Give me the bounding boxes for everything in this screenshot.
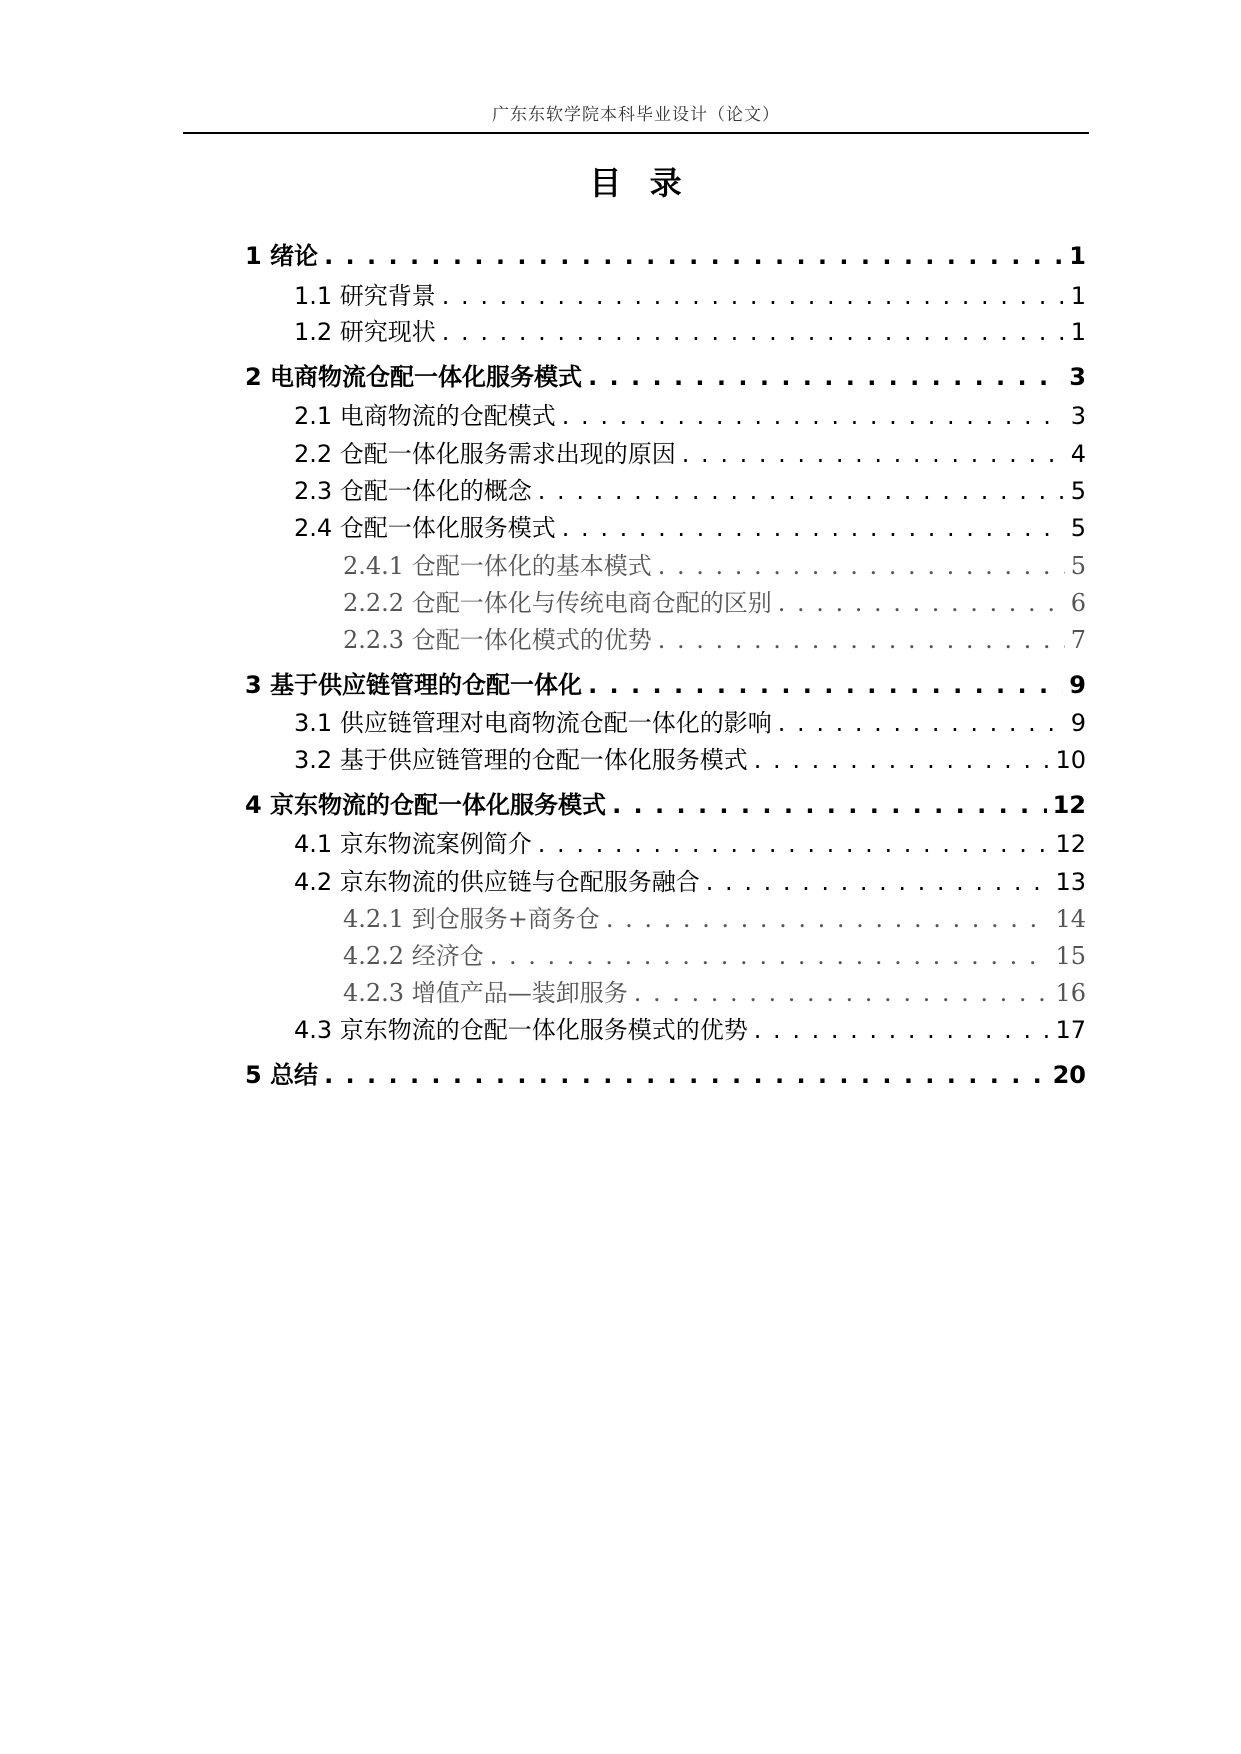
toc-entry-label: 4 京东物流的仓配一体化服务模式 [245,791,607,819]
toc-entry-label: 3 基于供应链管理的仓配一体化 [245,671,583,699]
toc-entry-page: 16 [1055,979,1086,1007]
toc-entry-page: 14 [1055,905,1086,933]
toc-entry-page: 5 [1070,552,1086,580]
toc-entry-label: 3.2 基于供应链管理的仓配一体化服务模式 [294,746,748,774]
toc-entry-label: 3.1 供应链管理对电商物流仓配一体化的影响 [294,709,772,737]
dot-leader [588,360,1063,394]
dot-leader [538,474,1065,508]
toc-entry[interactable] [245,239,1086,273]
toc-entry-page: 12 [1052,791,1086,819]
toc-entry-label: 4.2.2 经济仓 [343,942,484,970]
toc-entry-page: 4 [1070,440,1086,468]
dot-leader [682,437,1065,471]
toc-entry-label: 2.3 仓配一体化的概念 [294,477,532,505]
dot-leader [562,399,1065,433]
dot-leader [754,743,1050,777]
toc-entry[interactable] [245,668,1086,702]
dot-leader [706,865,1050,899]
toc-entry-label: 4.3 京东物流的仓配一体化服务模式的优势 [294,1016,748,1044]
dot-leader [658,549,1065,583]
toc-entry[interactable] [294,743,1086,777]
dot-leader [324,239,1063,273]
toc-entry-page: 17 [1055,1016,1086,1044]
toc-entry[interactable] [245,360,1086,394]
dot-leader [606,902,1050,936]
toc-entry-page: 12 [1055,830,1086,858]
toc-entry-label: 2.4 仓配一体化服务模式 [294,514,556,542]
dot-leader [588,668,1063,702]
toc-entry[interactable] [245,788,1086,822]
toc-entry-page: 5 [1070,514,1086,542]
toc-entry-label: 4.1 京东物流案例简介 [294,830,532,858]
dot-leader [612,788,1047,822]
toc-entry-page: 1 [1070,282,1086,310]
header-rule [183,132,1089,134]
toc-entry[interactable] [294,315,1086,349]
dot-leader [778,706,1065,740]
toc-entry-label: 4.2.1 到仓服务+商务仓 [343,905,600,933]
toc-entry-page: 3 [1070,402,1086,430]
toc-entry[interactable] [245,1058,1086,1092]
toc-entry[interactable] [343,549,1086,583]
toc-entry-label: 2.1 电商物流的仓配模式 [294,402,556,430]
dot-leader [754,1013,1050,1047]
toc-entry-label: 5 总结 [245,1061,319,1089]
toc-entry-label: 2.2.3 仓配一体化模式的优势 [343,626,652,654]
toc-entry[interactable] [343,623,1086,657]
toc-entry[interactable] [343,976,1086,1010]
toc-entry-label: 2 电商物流仓配一体化服务模式 [245,363,583,391]
dot-leader [442,279,1065,313]
toc-entry-page: 1 [1069,242,1086,270]
dot-leader [442,315,1065,349]
toc-entry[interactable] [343,939,1086,973]
running-header: 广东东软学院本科毕业设计（论文） [492,105,780,125]
dot-leader [778,586,1065,620]
toc-entry-label: 2.2.2 仓配一体化与传统电商仓配的区别 [343,589,772,617]
toc-entry-page: 6 [1070,589,1086,617]
toc-entry-page: 3 [1069,363,1086,391]
toc-entry-label: 1.1 研究背景 [294,282,436,310]
toc-entry-page: 7 [1070,626,1086,654]
toc-entry[interactable] [294,474,1086,508]
toc-entry-label: 1.2 研究现状 [294,318,436,346]
toc-entry-page: 9 [1070,709,1086,737]
toc-entry-page: 9 [1069,671,1086,699]
toc-entry[interactable] [343,902,1086,936]
toc-entry[interactable] [294,511,1086,545]
toc-entry[interactable] [294,827,1086,861]
dot-leader [490,939,1050,973]
toc-entry-page: 5 [1070,477,1086,505]
toc-entry-label: 2.2 仓配一体化服务需求出现的原因 [294,440,676,468]
toc-entry[interactable] [294,399,1086,433]
toc-entry[interactable] [294,865,1086,899]
dot-leader [658,623,1065,657]
toc-entry-label: 2.4.1 仓配一体化的基本模式 [343,552,652,580]
toc-entry-page: 13 [1055,868,1086,896]
dot-leader [324,1058,1047,1092]
toc-title: 目 录 [589,164,684,202]
toc-entry[interactable] [294,706,1086,740]
toc-entry-label: 4.2.3 增值产品—装卸服务 [343,979,628,1007]
toc-entry-page: 15 [1055,942,1086,970]
toc-entry-page: 20 [1052,1061,1086,1089]
toc-entry[interactable] [294,437,1086,471]
toc-entry[interactable] [343,586,1086,620]
toc-entry[interactable] [294,1013,1086,1047]
dot-leader [562,511,1065,545]
dot-leader [538,827,1050,861]
toc-entry-label: 1 绪论 [245,242,319,270]
toc-entry-page: 1 [1070,318,1086,346]
dot-leader [634,976,1050,1010]
toc-entry-label: 4.2 京东物流的供应链与仓配服务融合 [294,868,700,896]
toc-entry-page: 10 [1055,746,1086,774]
toc-entry[interactable] [294,279,1086,313]
